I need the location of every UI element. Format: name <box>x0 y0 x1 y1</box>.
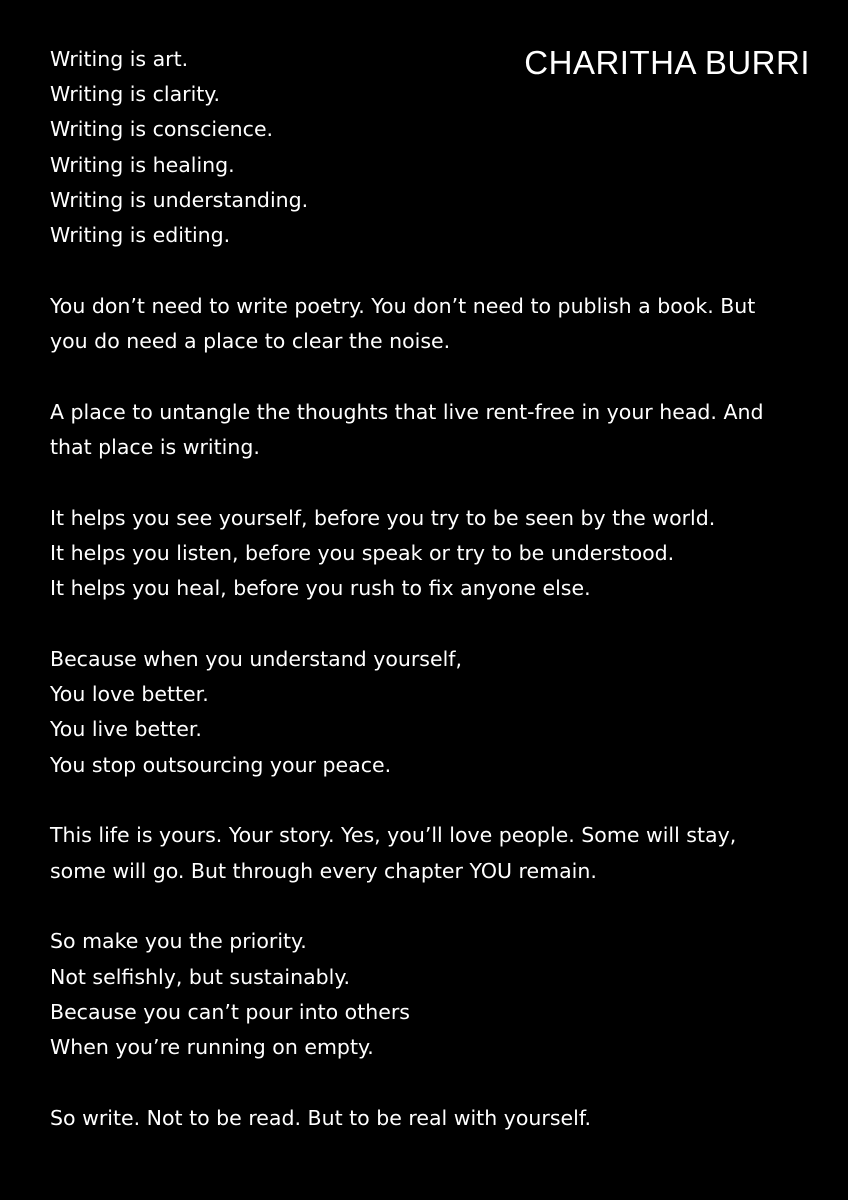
poem-line: You stop outsourcing your peace. <box>50 752 392 777</box>
poem-line: Writing is conscience. <box>50 117 274 142</box>
poem-line: You don’t need to write poetry. You don’t need to publish a book. But <box>50 293 756 318</box>
poem-line: Writing is art. <box>50 47 189 71</box>
poem-line: So write. Not to be read. But to be real with yourself. <box>50 1105 592 1130</box>
poem-line: Not selfishly, but sustainably. <box>50 964 351 989</box>
poem-line: Because you can’t pour into others <box>50 999 410 1024</box>
stanza <box>50 395 820 465</box>
poem-line: It helps you heal, before you rush to fix anyone else. <box>50 576 591 601</box>
poem-line: You live better. <box>50 717 202 742</box>
stanza <box>50 924 820 1065</box>
poem-line: Writing is understanding. <box>50 187 309 212</box>
poem-line: Writing is healing. <box>50 152 235 177</box>
stanza <box>50 1101 820 1136</box>
poem-line: you do need a place to clear the noise. <box>50 329 451 354</box>
poem-line: Writing is clarity. <box>50 82 221 107</box>
poem-body <box>50 42 820 1136</box>
poem-line: A place to untangle the thoughts that live rent-free in your head. And <box>50 399 764 424</box>
poem-line: It helps you listen, before you speak or try to be understood. <box>50 541 675 566</box>
stanza <box>50 642 820 783</box>
stanza <box>50 501 820 607</box>
poem-line: some will go. But through every chapter YOU remain. <box>50 858 597 883</box>
author-name: CHARITHA BURRI <box>524 44 810 81</box>
poem-line: This life is yours. Your story. Yes, you’ll love people. Some will stay, <box>50 823 737 848</box>
poem-line: that place is writing. <box>50 435 260 460</box>
poem-line: So make you the priority. <box>50 929 307 954</box>
poem-line: Because when you understand yourself, <box>50 647 463 672</box>
stanza <box>50 42 820 253</box>
stanza <box>50 818 820 888</box>
poem-line: It helps you see yourself, before you try to be seen by the world. <box>50 505 716 530</box>
poem-line: You love better. <box>50 682 209 707</box>
poem-line: When you’re running on empty. <box>50 1035 374 1060</box>
stanza <box>50 289 820 359</box>
poem-line: Writing is editing. <box>50 223 231 248</box>
